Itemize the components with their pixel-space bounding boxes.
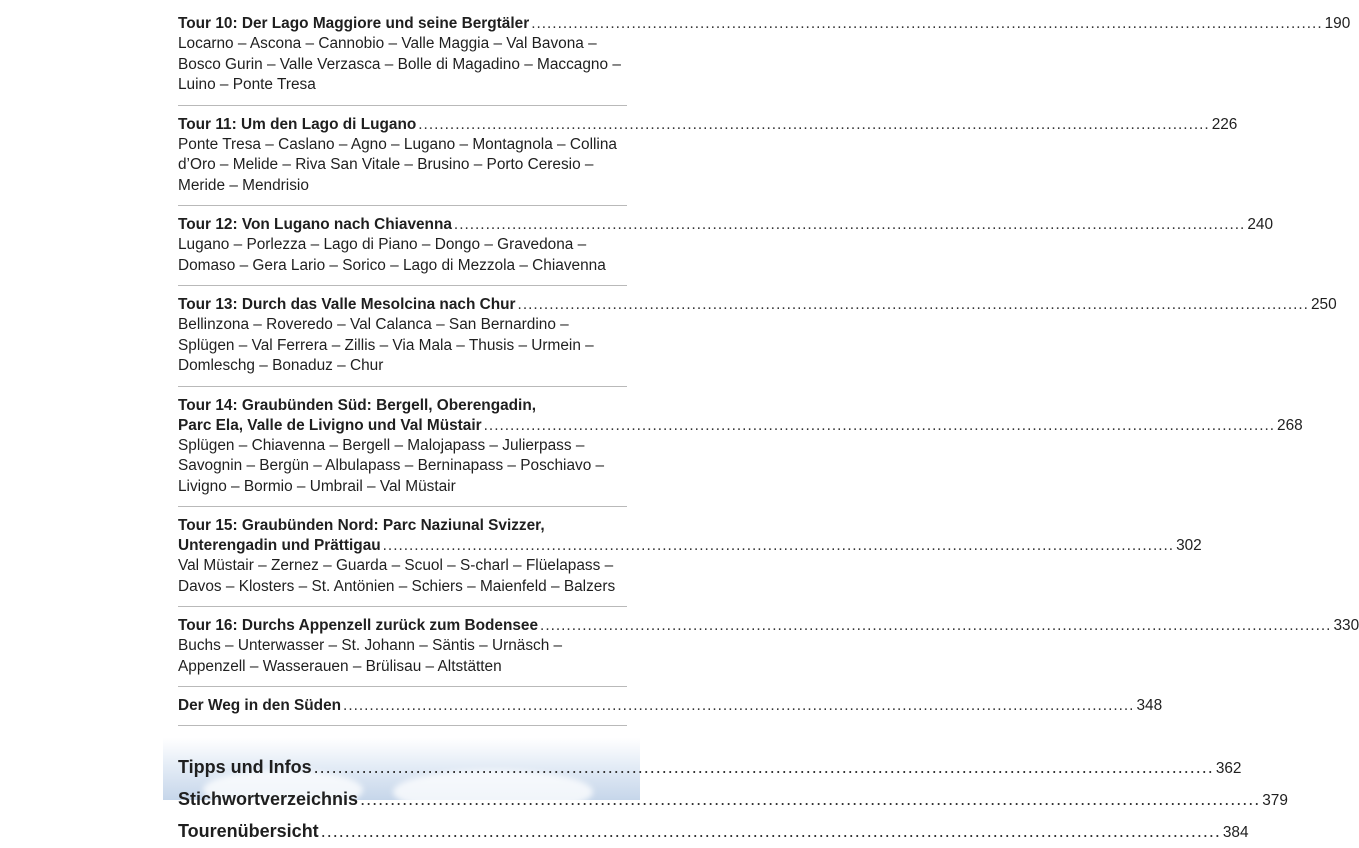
leader-dots xyxy=(418,115,1209,135)
entry-description: Buchs – Unterwasser – St. Johann – Säntis – Urnäsch – Appenzell – Wasserauen – Brülisau – Altstätten xyxy=(178,637,563,675)
entry-title: Der Weg in den Süden xyxy=(178,697,342,714)
entry-title: Tourenübersicht xyxy=(178,821,319,841)
page-number: 362 xyxy=(1215,760,1242,777)
page-number: 384 xyxy=(1222,824,1249,841)
leader-dots xyxy=(454,215,1245,235)
entry-description: Locarno – Ascona – Cannobio – Valle Maggia – Val Bavona – Bosco Gurin – Valle Verzasca – Bolle di Magadino – Maccagno – Luino – Ponte Tresa xyxy=(178,35,621,93)
toc-entry-stichwortverzeichnis[interactable] xyxy=(178,784,1288,816)
divider xyxy=(178,285,627,286)
divider xyxy=(178,386,627,387)
entry-title-line-1: Tour 14: Graubünden Süd: Bergell, Oberengadin, xyxy=(178,396,537,414)
page-number: 190 xyxy=(1324,15,1351,32)
toc-entry-tour-10[interactable] xyxy=(178,14,1351,96)
entry-title-line-1: Tour 15: Graubünden Nord: Parc Naziunal Svizzer, xyxy=(178,517,545,534)
toc-page xyxy=(163,0,1359,841)
entry-title: Tour 11: Um den Lago di Lugano xyxy=(178,115,417,133)
entry-description: Bellinzona – Roveredo – Val Calanca – San Bernardino – Splügen – Val Ferrera – Zillis – Via Mala – Thusis – Urmein – Domleschg – Bonaduz – Chur xyxy=(178,316,594,374)
entry-title-line-2: Unterengadin und Prättigau xyxy=(178,537,381,554)
leader-dots xyxy=(383,536,1174,556)
page-number: 348 xyxy=(1136,697,1163,714)
page-number: 226 xyxy=(1211,115,1238,133)
leader-dots xyxy=(540,616,1331,636)
entry-title: Tour 12: Von Lugano nach Chiavenna xyxy=(178,216,452,233)
divider xyxy=(178,205,627,206)
toc-entry-tour-15[interactable] xyxy=(178,516,1202,597)
toc-entry-tour-11[interactable] xyxy=(178,115,1238,197)
entry-title: Tour 10: Der Lago Maggiore und seine Bergtäler xyxy=(178,15,530,32)
entry-description: Splügen – Chiavenna – Bergell – Malojapass – Julierpass – Savognin – Bergün – Albulapass – Berninapass – Poschiavo – Livigno – Bormio – Umbrail – Val Müstair xyxy=(178,436,605,495)
table-of-contents xyxy=(178,14,1359,848)
entry-title: Tour 16: Durchs Appenzell zurück zum Bodensee xyxy=(178,617,539,634)
leader-dots xyxy=(360,784,1260,814)
leader-dots xyxy=(321,816,1221,846)
toc-entry-tourenuebersicht[interactable] xyxy=(178,816,1249,848)
toc-entry-tour-12[interactable] xyxy=(178,215,1274,276)
entry-description: Val Müstair – Zernez – Guarda – Scuol – S-charl – Flüelapass – Davos – Klosters – St. Antönien – Schiers – Maienfeld – Balzers xyxy=(178,557,616,595)
entry-title-line-2: Parc Ela, Valle de Livigno und Val Müstair xyxy=(178,416,482,434)
leader-dots xyxy=(314,752,1214,782)
toc-entry-tour-14[interactable] xyxy=(178,396,1303,498)
toc-entry-weg-in-den-sueden[interactable] xyxy=(178,696,1163,716)
divider xyxy=(178,686,627,687)
divider xyxy=(178,506,627,507)
page-number: 268 xyxy=(1277,416,1303,434)
leader-dots xyxy=(343,696,1134,716)
divider xyxy=(178,725,627,726)
appendix-section xyxy=(178,752,1288,848)
entry-description: Lugano – Porlezza – Lago di Piano – Dongo – Gravedona – Domaso – Gera Lario – Sorico – Lago di Mezzola – Chiavenna xyxy=(178,236,606,274)
page-number: 240 xyxy=(1247,216,1274,233)
entry-description: Ponte Tresa – Caslano – Agno – Lugano – Montagnola – Collina d’Oro – Melide – Riva San Vitale – Brusino – Porto Ceresio – Meride – Mendrisio xyxy=(178,135,617,194)
leader-dots xyxy=(518,295,1309,315)
divider xyxy=(178,105,627,106)
divider xyxy=(178,606,627,607)
entry-title: Stichwortverzeichnis xyxy=(178,789,359,809)
entry-title: Tour 13: Durch das Valle Mesolcina nach Chur xyxy=(178,296,516,313)
page-number: 379 xyxy=(1262,792,1288,809)
toc-entry-tour-13[interactable] xyxy=(178,295,1337,377)
toc-entry-tour-16[interactable] xyxy=(178,616,1359,677)
leader-dots xyxy=(531,14,1322,34)
page-number: 330 xyxy=(1333,617,1359,634)
toc-entry-tipps-und-infos[interactable] xyxy=(178,752,1242,784)
entry-title: Tipps und Infos xyxy=(178,757,312,777)
leader-dots xyxy=(484,416,1275,436)
page-number: 250 xyxy=(1310,296,1337,313)
page-number: 302 xyxy=(1176,537,1202,554)
